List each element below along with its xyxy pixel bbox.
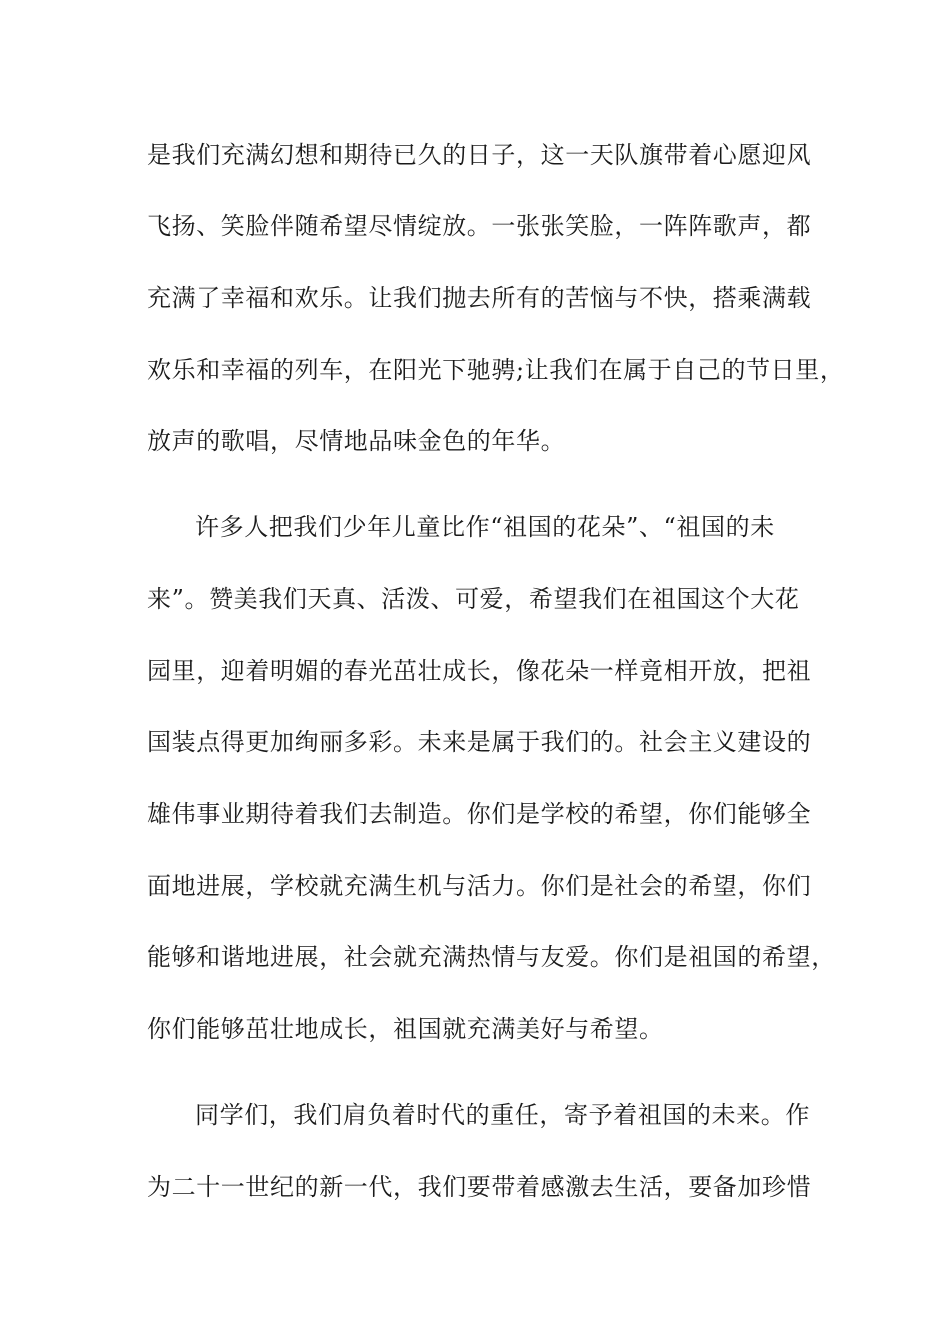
paragraph-1-line-1: 是我们充满幻想和期待已久的日子，这一天队旗带着心愿迎风 xyxy=(147,141,812,169)
paragraph-2-line-5: 雄伟事业期待着我们去制造。你们是学校的希望，你们能够全 xyxy=(147,800,812,828)
paragraph-1-line-2: 飞扬、笑脸伴随希望尽情绽放。一张张笑脸，一阵阵歌声，都 xyxy=(147,212,812,240)
paragraph-2-line-2: 来”。赞美我们天真、活泼、可爱，希望我们在祖国这个大花 xyxy=(147,585,800,613)
paragraph-3-line-1: 同学们，我们肩负着时代的重任，寄予着祖国的未来。作 xyxy=(195,1101,810,1129)
paragraph-2-line-8: 你们能够茁壮地成长，祖国就充满美好与希望。 xyxy=(147,1015,664,1043)
paragraph-1-line-3: 充满了幸福和欢乐。让我们抛去所有的苦恼与不快，搭乘满载 xyxy=(147,284,812,312)
paragraph-1-line-4: 欢乐和幸福的列车，在阳光下驰骋;让我们在属于自己的节日里， xyxy=(147,356,845,384)
paragraph-2-line-3: 园里，迎着明媚的春光茁壮成长，像花朵一样竟相开放，把祖 xyxy=(147,657,812,685)
paragraph-2-line-6: 面地进展，学校就充满生机与活力。你们是社会的希望，你们 xyxy=(147,872,812,900)
paragraph-2-line-1: 许多人把我们少年儿童比作“祖国的花朵”、“祖国的未 xyxy=(195,513,775,541)
paragraph-2-line-7: 能够和谐地进展，社会就充满热情与友爱。你们是祖国的希望， xyxy=(147,943,836,971)
paragraph-2-line-4: 国装点得更加绚丽多彩。未来是属于我们的。社会主义建设的 xyxy=(147,728,812,756)
paragraph-3-line-2: 为二十一世纪的新一代，我们要带着感激去生活，要备加珍惜 xyxy=(147,1173,812,1201)
paragraph-1-line-5: 放声的歌唱，尽情地品味金色的年华。 xyxy=(147,427,566,455)
